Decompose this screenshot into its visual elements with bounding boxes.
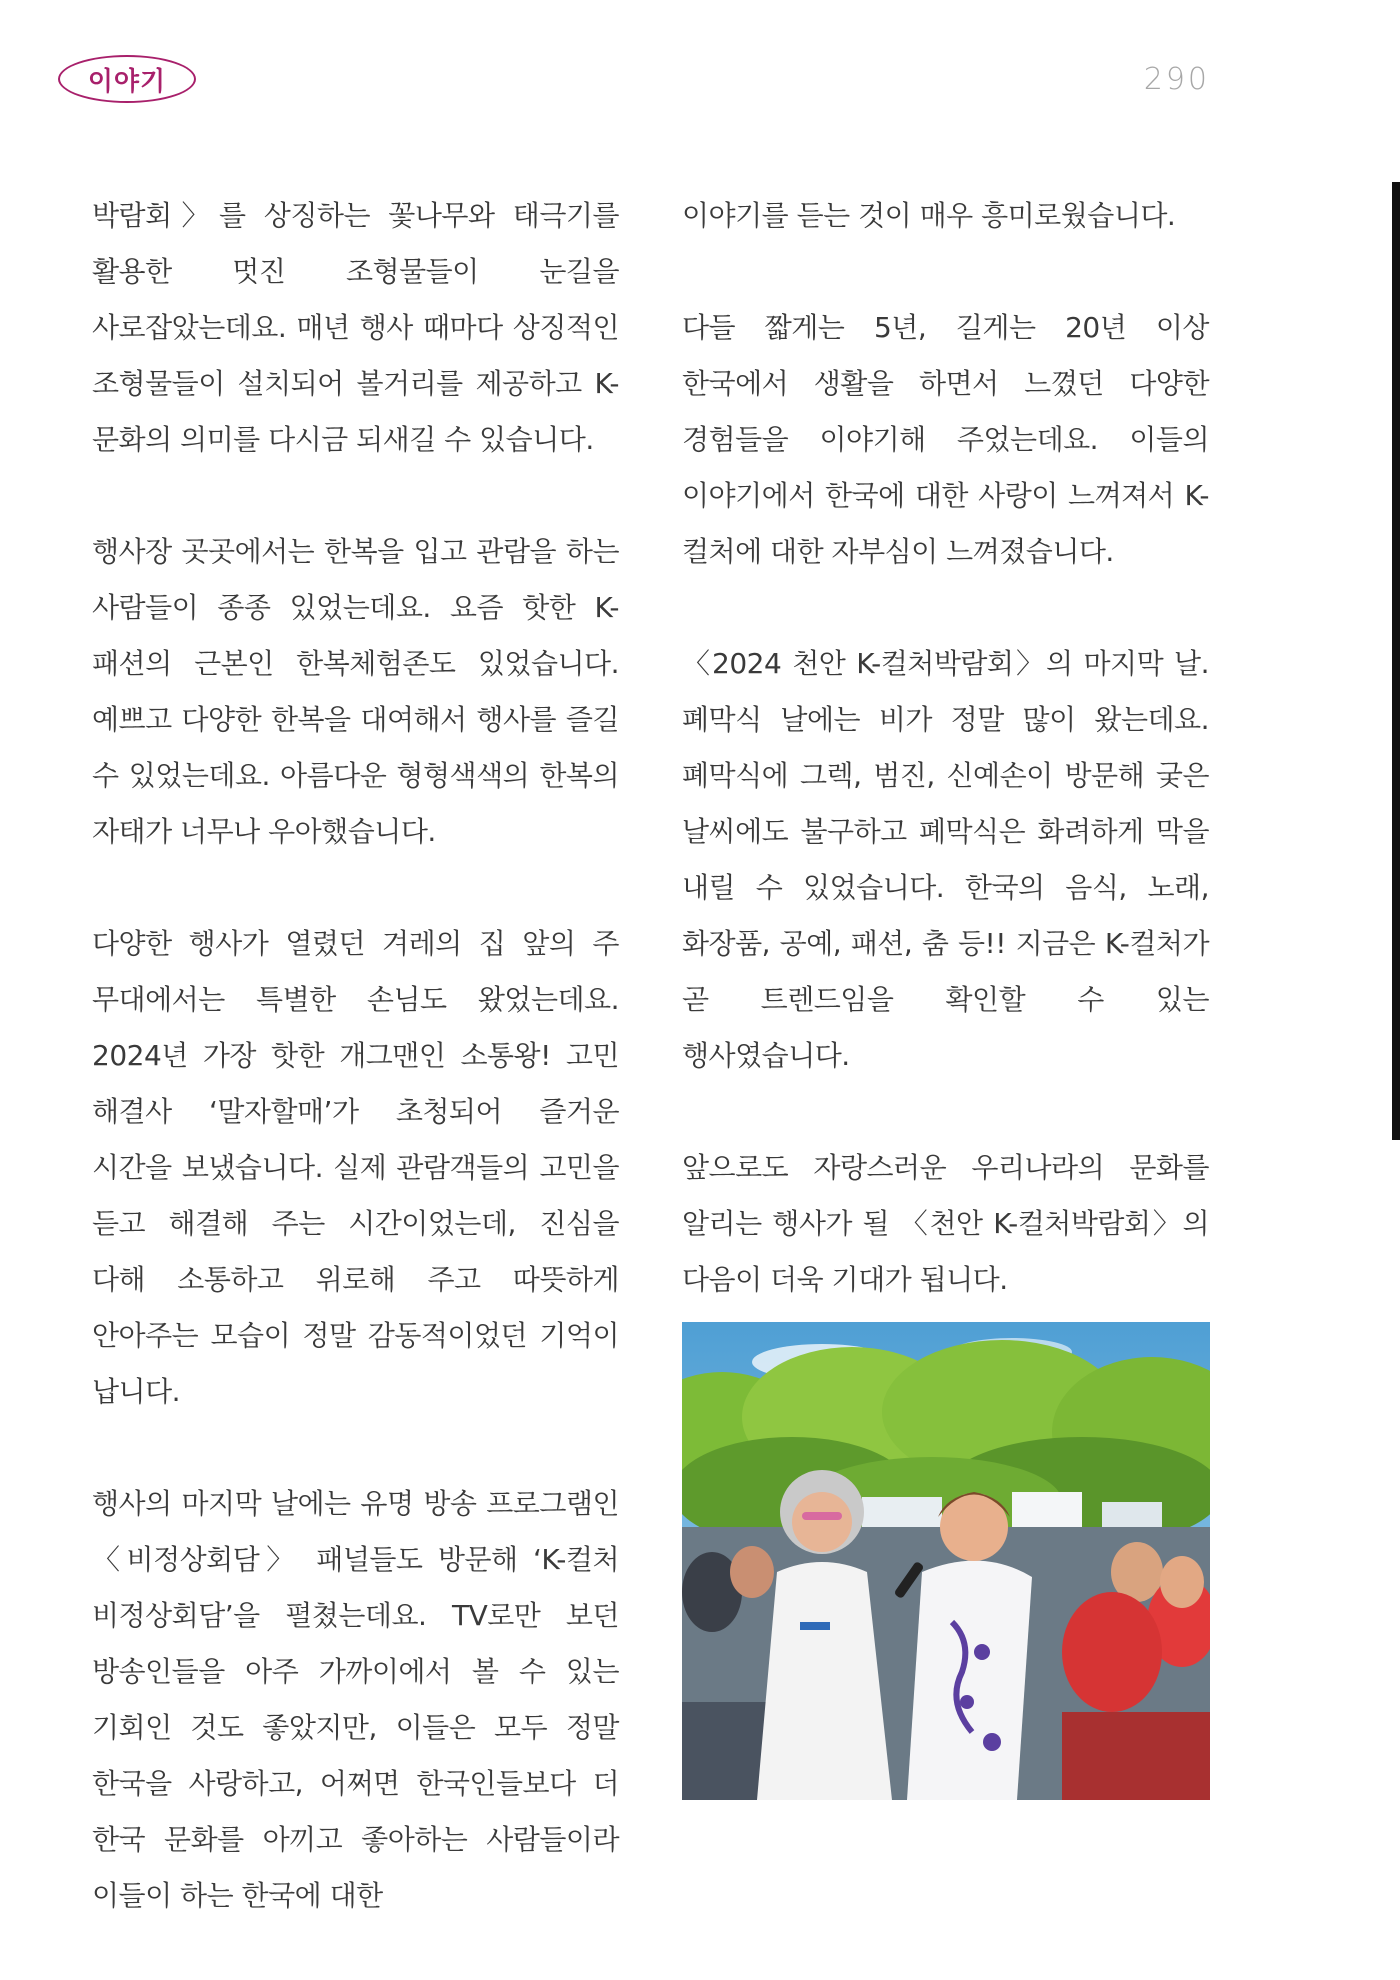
paragraph: 행사장 곳곳에서는 한복을 입고 관람을 하는 사람들이 종종 있었는데요. 요즘 핫한 K-패션의 근본인 한복체험존도 있었습니다. 예쁘고 다양한 한복을 대여해서 행사를 즐길 수 있었는데요. 아름다운 형형색색의 한복의 자태가 너무나 우아했습니다.: [92, 535, 619, 848]
paragraph: 〈2024 천안 K-컬처박람회〉의 마지막 날. 폐막식 날에는 비가 정말 많이 왔는데요. 폐막식에 그렉, 범진, 신예손이 방문해 궂은 날씨에도 불구하고 폐막식은 화려하게 막을 내릴 수 있었습니다. 한국의 음식, 노래, 화장품, 공예, 패션, 춤 등!! 지금은 K-컬처가 곧 트렌드임을 확인할 수 있는 행사였습니다.: [682, 647, 1209, 1072]
right-text-column: [682, 188, 1209, 1364]
edge-bar: [1392, 182, 1400, 1140]
left-text-column: [92, 188, 619, 1980]
paragraph: 다들 짧게는 5년, 길게는 20년 이상 한국에서 생활을 하면서 느꼈던 다양한 경험들을 이야기해 주었는데요. 이들의 이야기에서 한국에 대한 사랑이 느껴져서 K-컬처에 대한 자부심이 느껴졌습니다.: [682, 311, 1209, 568]
paragraph: 박람회〉를 상징하는 꽃나무와 태극기를 활용한 멋진 조형물들이 눈길을 사로잡았는데요. 매년 행사 때마다 상징적인 조형물들이 설치되어 볼거리를 제공하고 K-문화의 의미를 다시금 되새길 수 있습니다.: [92, 199, 619, 456]
event-photo-illustration: [682, 1322, 1210, 1800]
paragraph: 이야기를 듣는 것이 매우 흥미로웠습니다.: [682, 199, 1176, 232]
paragraph: 다양한 행사가 열렸던 겨레의 집 앞의 주 무대에서는 특별한 손님도 왔었는데요. 2024년 가장 핫한 개그맨인 소통왕! 고민 해결사 ‘말자할매’가 초청되어 즐거운 시간을 보냈습니다. 실제 관람객들의 고민을 듣고 해결해 주는 시간이었는데, 진심을 다해 소통하고 위로해 주고 따뜻하게 안아주는 모습이 정말 감동적이었던 기억이 납니다.: [92, 927, 619, 1408]
paragraph: 행사의 마지막 날에는 유명 방송 프로그램인 〈비정상회담〉 패널들도 방문해 ‘K-컬처 비정상회담’을 펼쳤는데요. TV로만 보던 방송인들을 아주 가까이에서 볼 수 있는 기회인 것도 좋았지만, 이들은 모두 정말 한국을 사랑하고, 어쩌면 한국인들보다 더 한국 문화를 아끼고 좋아하는 사람들이라 이들이 하는 한국에 대한: [92, 1487, 619, 1912]
paragraph: 앞으로도 자랑스러운 우리나라의 문화를 알리는 행사가 될 〈천안 K-컬처박람회〉의 다음이 더욱 기대가 됩니다.: [682, 1151, 1209, 1296]
section-badge: 이야기: [58, 55, 196, 103]
page-number: 290: [1143, 62, 1210, 97]
event-photo: [682, 1322, 1210, 1800]
